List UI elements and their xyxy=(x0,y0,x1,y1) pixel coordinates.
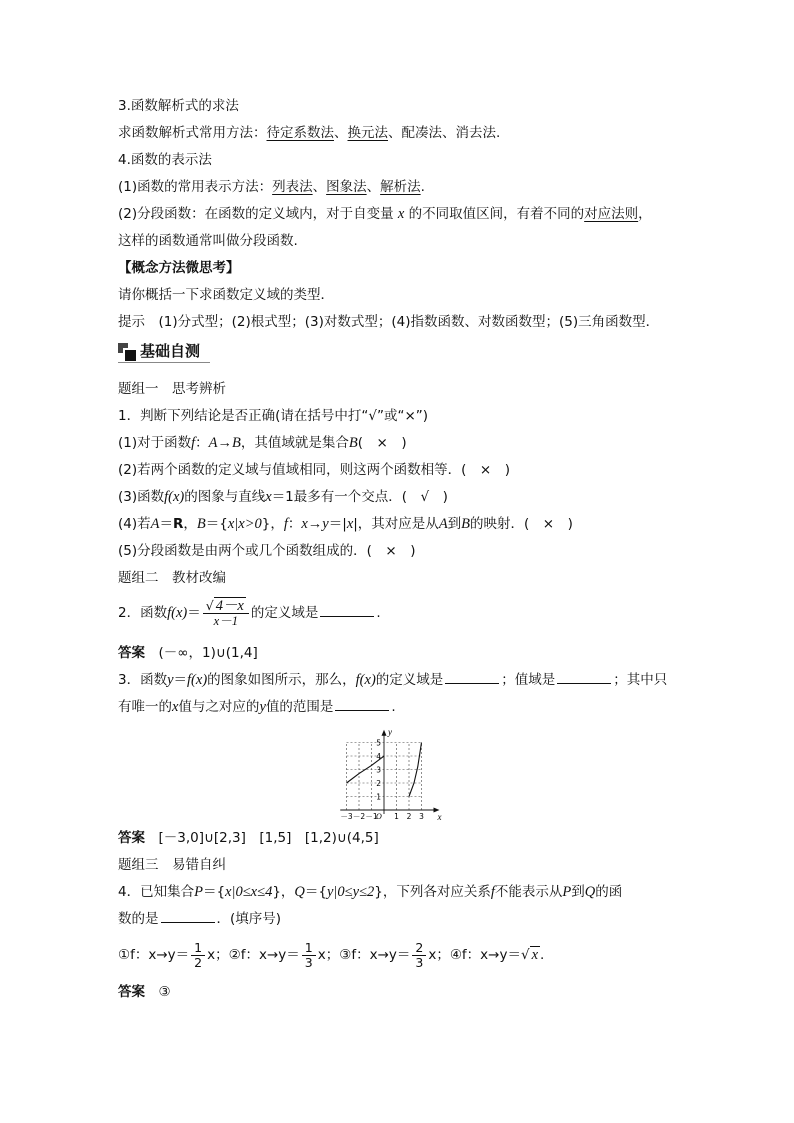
t: ＝{ xyxy=(304,884,327,900)
t: . xyxy=(391,699,396,715)
ans3 xyxy=(118,828,379,848)
v: f xyxy=(283,516,288,532)
v: x xyxy=(172,699,179,715)
v: Q xyxy=(294,884,305,900)
v: f(x) xyxy=(167,605,188,621)
method-table: 列表法 xyxy=(272,179,313,195)
q4 xyxy=(118,882,622,902)
t: 2．函数 xyxy=(118,605,168,621)
t: ： xyxy=(195,435,209,451)
divider xyxy=(118,362,210,363)
t: ＝{ xyxy=(205,516,228,532)
text: 求函数解析式常用方法： xyxy=(118,125,267,141)
t: |，其对应是从 xyxy=(353,516,439,532)
mark: ( × ) xyxy=(524,516,573,532)
v: x|0≤x≤4 xyxy=(225,884,273,900)
think-question: 请你概括一下求函数定义域的类型． xyxy=(118,287,334,303)
t: ， xyxy=(183,516,197,532)
t: x； xyxy=(207,947,229,963)
v: y xyxy=(259,699,266,715)
t: 的定义域是 xyxy=(375,672,444,688)
t: (4)若 xyxy=(118,516,151,532)
t: (1)对于函数 xyxy=(118,435,192,451)
t: 的映射． xyxy=(470,516,525,532)
t: (3)函数 xyxy=(118,489,165,505)
s3 xyxy=(118,487,448,507)
answer-label: 答案 xyxy=(118,984,145,1000)
v: B xyxy=(196,516,206,532)
method-undetermined-coef: 待定系数法 xyxy=(266,125,334,141)
text: 的不同取值区间，有着不同的 xyxy=(408,206,585,222)
numerator: 1 xyxy=(191,941,205,956)
s2 xyxy=(118,460,510,480)
t: ＝| xyxy=(328,516,347,532)
g2-title: 题组二 教材改编 xyxy=(118,570,226,586)
t: . xyxy=(376,605,381,621)
option-3 xyxy=(339,939,450,970)
t: x； xyxy=(317,947,340,963)
text: 、 xyxy=(334,125,348,141)
v: R xyxy=(172,516,184,532)
t: ；其中只 xyxy=(613,672,668,688)
mark: ( × ) xyxy=(357,435,407,451)
t: ＝{ xyxy=(202,884,226,900)
sec4-title: 4.函数的表示法 xyxy=(118,152,212,168)
fraction xyxy=(191,941,205,970)
v: A xyxy=(438,516,448,532)
x-tick-label: 1 xyxy=(394,812,399,821)
q3-line2 xyxy=(118,697,396,717)
fraction xyxy=(302,941,316,970)
x-tick-label: －1 xyxy=(365,812,378,821)
sec4-p2 xyxy=(118,204,652,224)
x-tick-label: －2 xyxy=(352,812,366,821)
t: 到 xyxy=(447,516,462,532)
var: x xyxy=(397,206,405,222)
t: 数的是 xyxy=(118,911,159,927)
g1-title: 题组一 思考辨析 xyxy=(118,381,226,397)
y-tick-label: 2 xyxy=(376,779,381,788)
t: ： xyxy=(287,516,302,532)
v: Q xyxy=(584,884,596,900)
t: ，其值域就是集合 xyxy=(240,435,349,451)
v: y xyxy=(167,672,174,688)
t: }， xyxy=(261,516,284,532)
numerator: 2 xyxy=(412,941,426,956)
t: ②f：x→y＝ xyxy=(228,947,300,963)
v: f xyxy=(490,884,495,900)
t: ＝ xyxy=(173,672,188,688)
section-header-title: 基础自测 xyxy=(140,342,201,360)
v: x|x>0 xyxy=(227,516,262,532)
answer-blank xyxy=(335,697,389,711)
text: 、 xyxy=(312,179,327,195)
y-tick-label: 4 xyxy=(376,752,381,761)
t: ③f：x→y＝ xyxy=(339,947,411,963)
y-tick-label: 5 xyxy=(376,738,381,748)
answer-text: (－∞，1)∪(1,4] xyxy=(158,645,258,661)
sec3-methods xyxy=(118,123,500,143)
t: 值的范围是 xyxy=(265,699,334,715)
sec4-p2-line2: 这样的函数通常叫做分段函数. xyxy=(118,233,298,249)
answer-label: 答案 xyxy=(118,830,145,846)
origin-label: O xyxy=(376,812,382,821)
mark: ( × ) xyxy=(366,543,416,559)
text: 、 xyxy=(366,179,381,195)
v: f xyxy=(191,435,196,451)
answer-text: ③ xyxy=(158,984,171,1000)
answer-text: [－3,0]∪[2,3] [1,5] [1,2)∪(4,5] xyxy=(158,830,379,846)
radicand: x xyxy=(531,947,539,963)
x-tick-label: 2 xyxy=(406,812,412,821)
denominator: 3 xyxy=(304,954,313,970)
x-tick-label: －3 xyxy=(340,812,353,821)
hint-label: 提示 xyxy=(118,314,145,330)
text: (2)分段函数：在函数的定义域内，对于自变量 xyxy=(118,206,394,222)
t: 3．函数 xyxy=(118,672,168,688)
y-axis-label: y xyxy=(388,726,392,737)
numerator: √ 4－x xyxy=(203,599,249,614)
mark: ( √ ) xyxy=(401,489,448,505)
x-axis-label: x xyxy=(437,812,442,822)
t: 到 xyxy=(571,884,585,900)
section-header xyxy=(118,340,210,362)
tick-labels xyxy=(340,727,441,822)
t: 有唯一的 xyxy=(118,699,172,715)
t: 的函 xyxy=(595,884,623,900)
text: 、配凑法、消去法. xyxy=(388,125,501,141)
answer-blank xyxy=(445,670,499,684)
s1 xyxy=(118,433,407,453)
q2 xyxy=(118,598,381,628)
answer-label: 答案 xyxy=(118,645,145,661)
q1: 1．判断下列结论是否正确(请在括号中打“√”或“×”) xyxy=(118,408,429,424)
t: (2)若两个函数的定义域与值域相同，则这两个函数相等． xyxy=(118,462,462,478)
t: (5)分段函数是由两个或几个函数组成的． xyxy=(118,543,367,559)
t: ④f：x→y＝ xyxy=(449,947,521,963)
v: B xyxy=(348,435,358,451)
t: }，下列各对应关系 xyxy=(374,884,491,900)
fraction xyxy=(203,599,249,628)
v: x→y xyxy=(301,516,329,532)
v: f(x) xyxy=(164,489,185,505)
option-4: ④f：x→y＝√ x . xyxy=(449,947,545,963)
y-axis-arrow xyxy=(382,730,387,736)
ans2 xyxy=(118,643,258,663)
t: 4．已知集合 xyxy=(118,884,195,900)
t: x； xyxy=(428,947,450,963)
t: ＝ xyxy=(159,516,173,532)
y-tick-label: 1 xyxy=(376,792,381,802)
t: ；值域是 xyxy=(501,672,556,688)
g3-title: 题组三 易错自纠 xyxy=(118,857,226,873)
t: ＝ xyxy=(187,605,201,621)
v: A xyxy=(150,516,160,532)
fraction xyxy=(412,941,426,970)
text: (1)函数的常用表示方法： xyxy=(118,179,273,195)
denominator: 2 xyxy=(194,954,203,970)
q4-options xyxy=(118,940,544,970)
function-graph xyxy=(326,722,472,822)
t: 值与之对应的 xyxy=(178,699,260,715)
sec3-title: 3.函数解析式的求法 xyxy=(118,98,239,114)
s5 xyxy=(118,541,415,561)
ans4 xyxy=(118,982,171,1002)
v: y|0≤y≤2 xyxy=(327,884,375,900)
v: P xyxy=(194,884,203,900)
q4-line2 xyxy=(118,909,281,929)
text: . xyxy=(420,179,425,195)
denominator: x－1 xyxy=(213,613,238,628)
y-tick-label: 3 xyxy=(376,765,381,775)
text: ， xyxy=(638,206,652,222)
t: ＝1最多有一个交点． xyxy=(271,489,402,505)
v: x xyxy=(346,516,354,532)
option-2 xyxy=(228,939,340,970)
option-1 xyxy=(118,939,229,970)
method-substitution: 换元法 xyxy=(347,125,388,141)
t: ①f：x→y＝ xyxy=(118,947,190,963)
v: f(x) xyxy=(355,672,376,688)
think-title: 【概念方法微思考】 xyxy=(118,260,240,276)
answer-blank xyxy=(320,603,374,617)
numerator: 1 xyxy=(302,941,316,956)
v: x xyxy=(265,489,272,505)
t: . xyxy=(540,947,545,963)
method-graph: 图象法 xyxy=(326,179,367,195)
section-marker-icon xyxy=(118,343,134,359)
t: ．(填序号) xyxy=(216,911,282,927)
denominator: 3 xyxy=(415,954,424,970)
x-tick-label: 3 xyxy=(419,812,424,821)
t: }， xyxy=(272,884,295,900)
t: 的图象与直线 xyxy=(184,489,266,505)
answer-blank xyxy=(161,909,215,923)
sec4-p1 xyxy=(118,177,425,197)
hint-text: (1)分式型；(2)根式型；(3)对数式型；(4)指数函数、对数函数型；(5)三角函数型． xyxy=(158,314,660,330)
s4 xyxy=(118,514,573,534)
q3 xyxy=(118,670,667,690)
v: P xyxy=(562,884,572,900)
v: B xyxy=(461,516,471,532)
method-analytic: 解析法 xyxy=(380,179,421,195)
radicand: 4－x xyxy=(215,597,244,614)
v: A→B xyxy=(208,435,241,451)
v: f(x) xyxy=(187,672,208,688)
t: 的图象如图所示，那么， xyxy=(207,672,356,688)
correspondence-rule: 对应法则 xyxy=(584,206,639,222)
answer-blank xyxy=(557,670,611,684)
t: 不能表示从 xyxy=(494,884,563,900)
think-hint xyxy=(118,312,659,332)
t: 的定义域是 xyxy=(250,605,319,621)
mark: ( × ) xyxy=(461,462,510,478)
